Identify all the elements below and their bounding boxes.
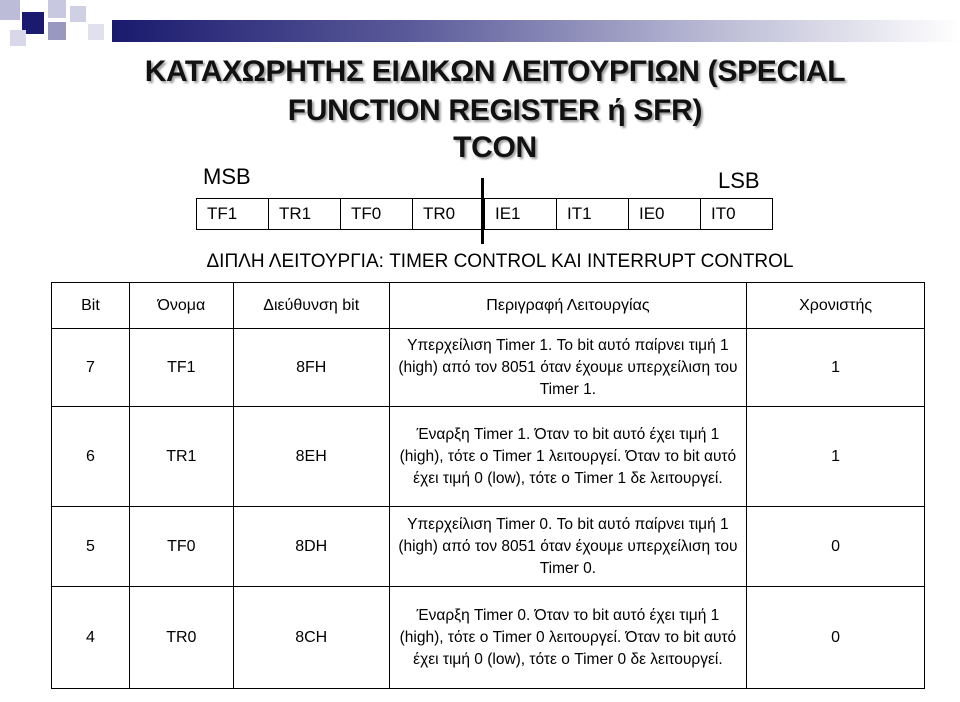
table-row	[52, 507, 925, 587]
register-bit-cell: IE1	[485, 199, 557, 229]
table-row	[52, 329, 925, 407]
slide-title-line2: FUNCTION REGISTER ή SFR)	[287, 94, 703, 127]
decor-square	[10, 30, 26, 46]
slide-title-line1: ΚΑΤΑΧΩΡΗΤΗΣ ΕΙΔΙΚΩΝ ΛΕΙΤΟΥΡΓΙΩΝ (SPECIAL	[144, 55, 846, 88]
register-bit-layout	[196, 198, 773, 230]
bit-description-cell: Έναρξη Timer 0. Όταν το bit αυτό έχει τιμή 1 (high), τότε ο Timer 0 λειτουργεί. Όταν το bit αυτό έχει τιμή 0 (low), τότε ο Timer 0 δε λειτουργεί.	[389, 587, 747, 689]
bit-address-cell: 8EH	[233, 407, 389, 507]
table-header-cell: Διεύθυνση bit	[233, 283, 389, 329]
timer-cell: 1	[747, 407, 925, 507]
timer-cell: 0	[747, 507, 925, 587]
register-bit-cell: TF1	[197, 199, 269, 229]
table-header-cell: Χρονιστής	[747, 283, 925, 329]
table-row	[52, 407, 925, 507]
register-bit-cell: TR0	[413, 199, 485, 229]
slide-title-line3: TCON	[453, 131, 537, 164]
table-header-cell: Περιγραφή Λειτουργίας	[389, 283, 747, 329]
bit-name-cell: TR0	[129, 587, 233, 689]
bit-number-cell: 7	[52, 329, 130, 407]
bit-number-cell: 5	[52, 507, 130, 587]
bit-name-cell: TF1	[129, 329, 233, 407]
bit-description-cell: Υπερχείλιση Timer 1. Το bit αυτό παίρνει τιμή 1 (high) από τον 8051 όταν έχουμε υπερχείλιση του Timer 1.	[389, 329, 747, 407]
nibble-divider	[481, 178, 484, 244]
decor-square	[70, 6, 86, 22]
table-row	[52, 587, 925, 689]
table-header-cell: Όνομα	[129, 283, 233, 329]
bit-number-cell: 4	[52, 587, 130, 689]
register-bit-cell: TF0	[341, 199, 413, 229]
bit-address-cell: 8CH	[233, 587, 389, 689]
decor-square	[88, 24, 104, 40]
tcon-bits-table	[51, 282, 925, 689]
msb-label: MSB	[203, 164, 251, 189]
table-header-row	[52, 283, 925, 329]
register-bit-cell: IE0	[629, 199, 701, 229]
bit-name-cell: TR1	[129, 407, 233, 507]
decor-square	[48, 0, 66, 18]
register-bit-cell: IT0	[711, 204, 736, 223]
bit-name-cell: TF0	[129, 507, 233, 587]
table-header-cell: Bit	[52, 283, 130, 329]
timer-cell: 1	[747, 329, 925, 407]
bit-address-cell: 8FH	[233, 329, 389, 407]
decor-square	[0, 0, 20, 20]
register-bit-cell: TR1	[269, 199, 341, 229]
bit-description-cell: Υπερχείλιση Timer 0. Το bit αυτό παίρνει τιμή 1 (high) από τον 8051 όταν έχουμε υπερχείλιση του Timer 0.	[389, 507, 747, 587]
bit-description-cell: Έναρξη Timer 1. Όταν το bit αυτό έχει τιμή 1 (high), τότε ο Timer 1 λειτουργεί. Όταν το bit αυτό έχει τιμή 0 (low), τότε ο Timer 1 δε λειτουργεί.	[389, 407, 747, 507]
register-bit-cell: IT1	[557, 199, 629, 229]
bit-number-cell: 6	[52, 407, 130, 507]
decor-square	[48, 22, 66, 40]
bit-address-cell: 8DH	[233, 507, 389, 587]
dual-function-subtitle: ΔΙΠΛΗ ΛΕΙΤΟΥΡΓΙΑ: TIMER CONTROL ΚΑΙ INTERRUPT CONTROL	[206, 251, 794, 272]
header-gradient-bar	[112, 20, 960, 42]
timer-cell: 0	[747, 587, 925, 689]
lsb-label: LSB	[718, 168, 760, 193]
